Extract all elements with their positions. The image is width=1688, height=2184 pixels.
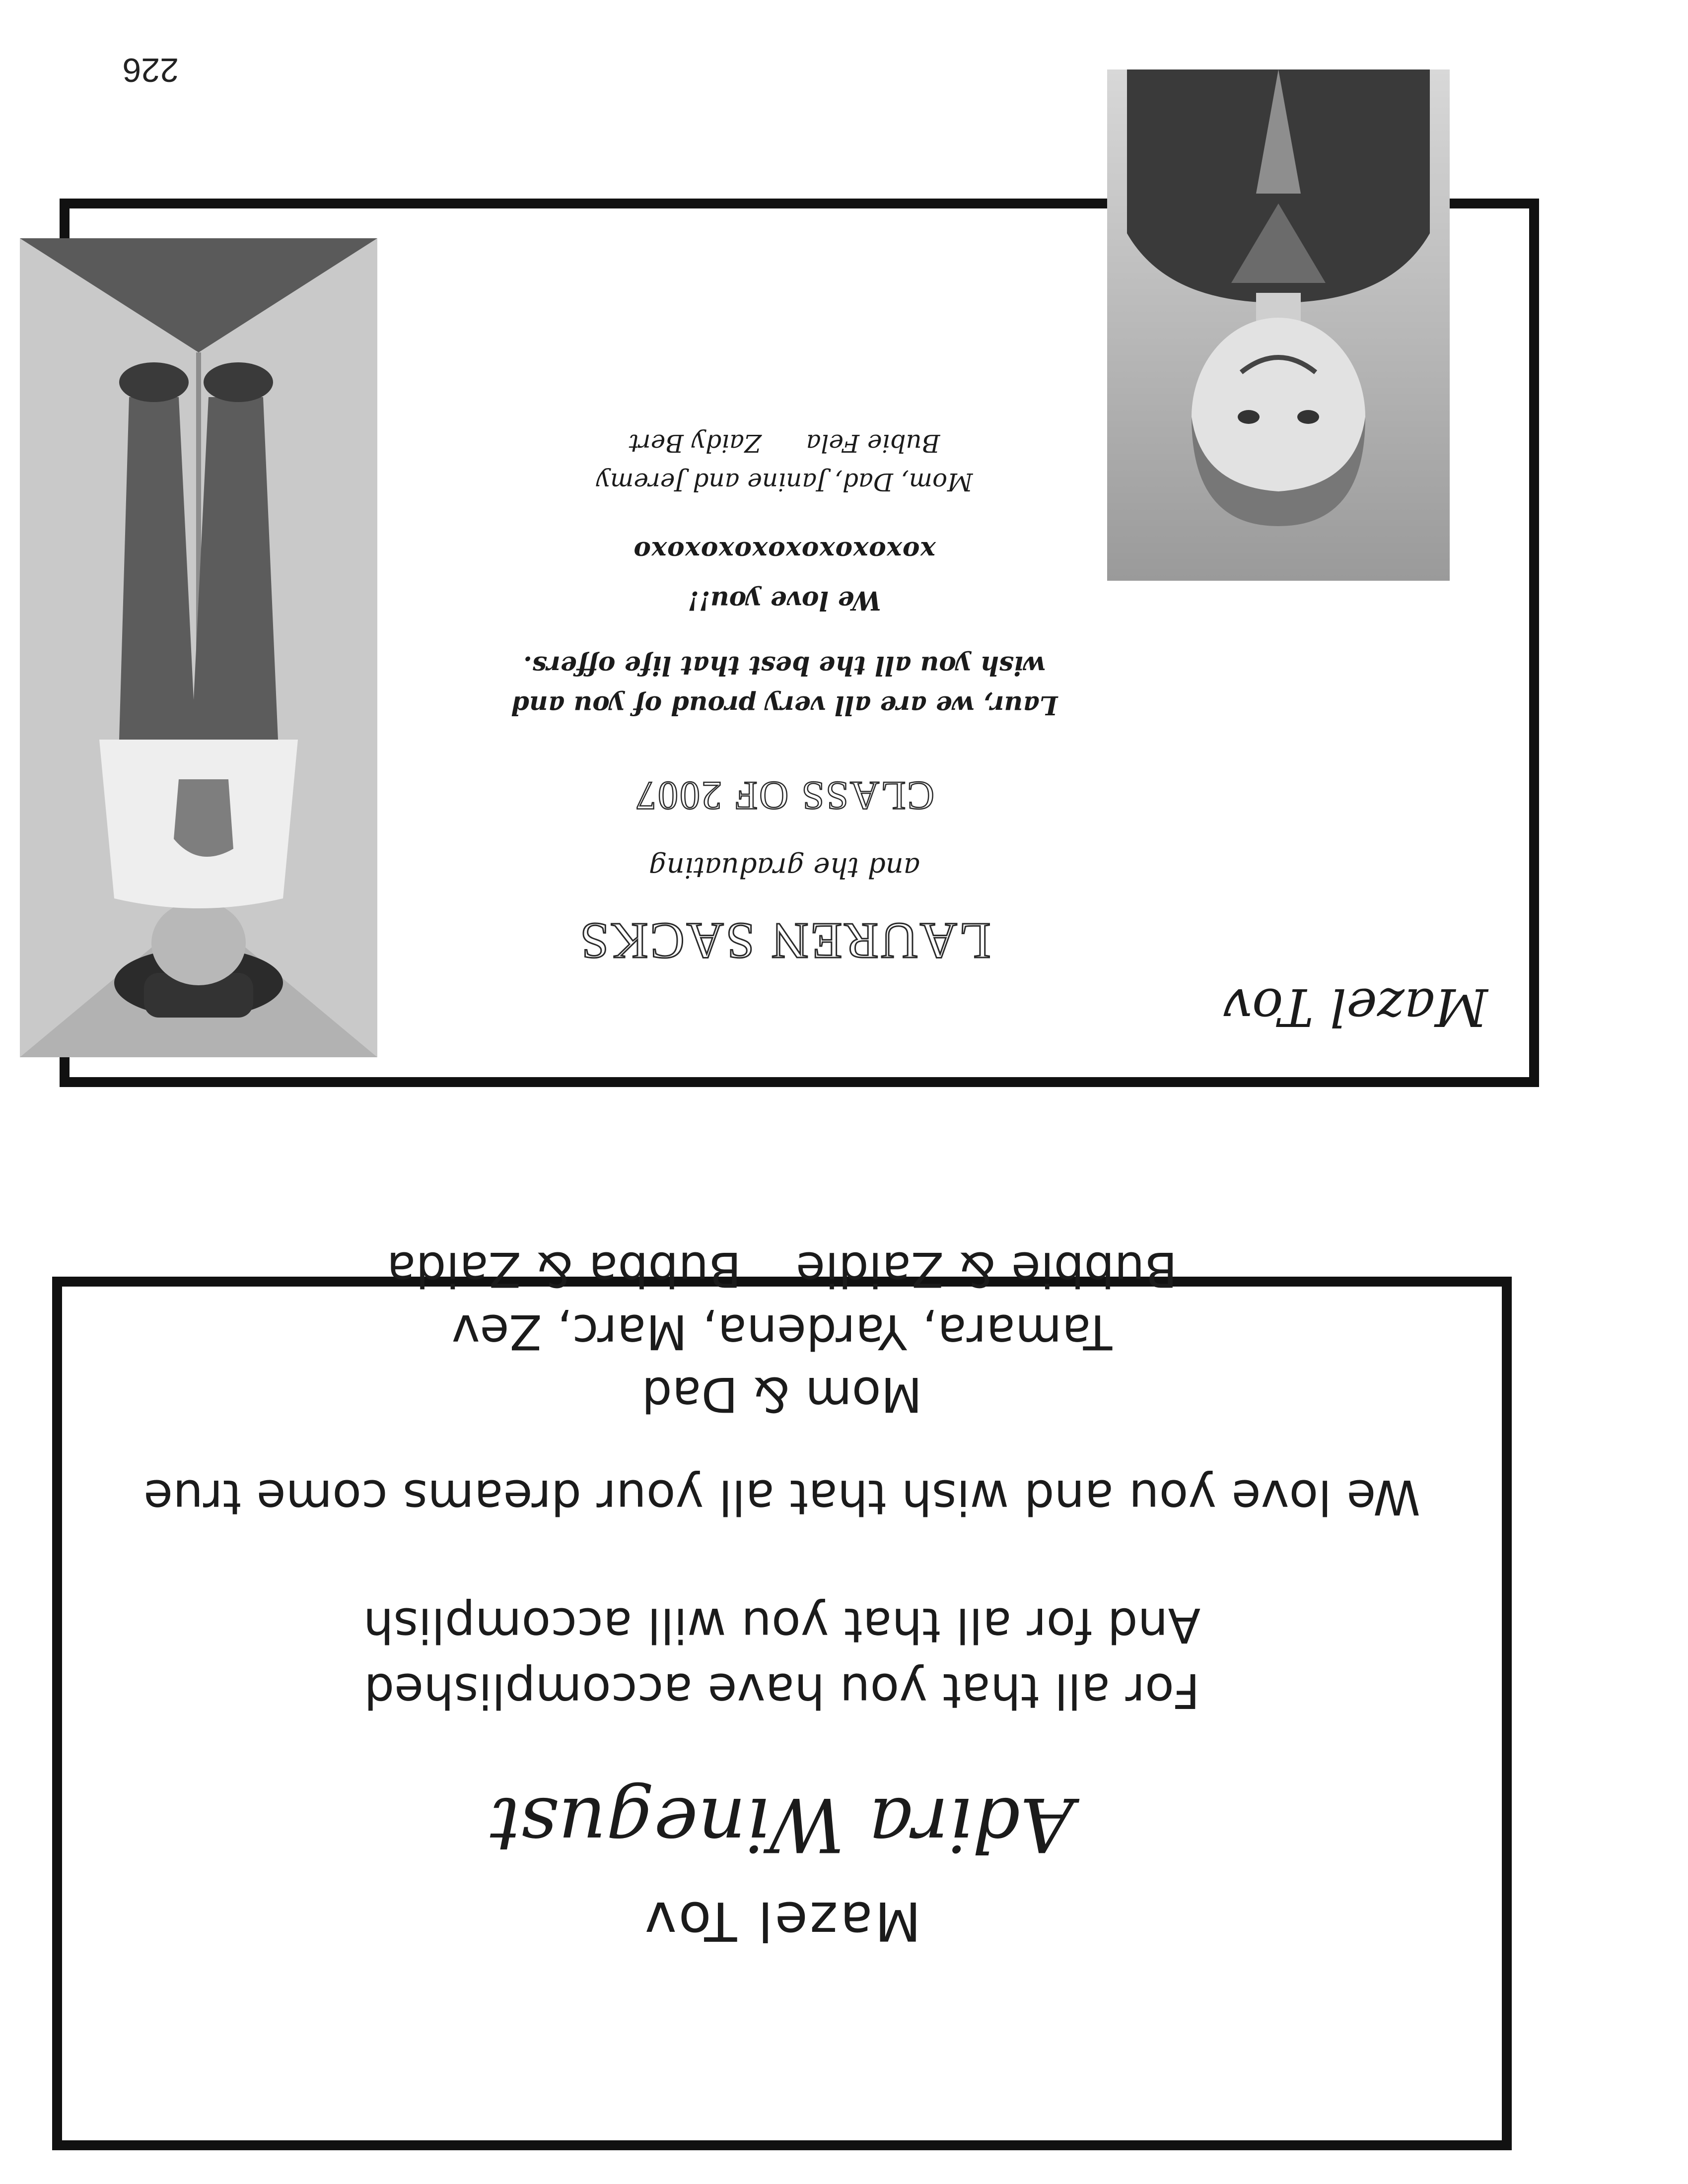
message-line: And for all that you will accomplish bbox=[363, 1597, 1201, 1653]
lauren-greeting-card bbox=[60, 199, 1539, 1087]
page-number: 226 bbox=[122, 51, 179, 89]
grandparents-signature bbox=[62, 1238, 1502, 1300]
grandparents-2: Bubba & Zaida bbox=[386, 1241, 742, 1297]
family-signatures bbox=[387, 424, 1182, 501]
child-portrait-photo bbox=[1107, 69, 1450, 581]
card-greeting: Mazel Tov bbox=[1223, 977, 1488, 1037]
parents-signature: Mom & Dad bbox=[641, 1366, 922, 1422]
love-line: We love you!! bbox=[688, 585, 881, 615]
young-child-in-hat-photo bbox=[20, 238, 377, 1057]
message-line: Laur, we are all very proud of you and bbox=[511, 690, 1058, 720]
grandparents-1: Bubbie & Zaidie bbox=[796, 1241, 1178, 1297]
adira-greeting-card bbox=[52, 1241, 1512, 2150]
siblings-signature: Tamara, Yardena, Marc, Zev bbox=[451, 1304, 1113, 1360]
zaidy-signature: Zaidy Bert bbox=[629, 429, 762, 458]
wish-line: We love you and wish that all your dreams come true bbox=[143, 1469, 1420, 1525]
message-lines bbox=[62, 1592, 1502, 1723]
family-signatures bbox=[62, 1238, 1502, 1426]
card-greeting: Mazel Tov bbox=[642, 1890, 921, 1952]
message-line: For all that you have accomplished bbox=[364, 1663, 1200, 1718]
honoree-name: LAUREN SACKS bbox=[578, 912, 991, 969]
honoree-name: Adira Winegust bbox=[490, 1781, 1074, 1867]
bubie-signature: Bubie Fela bbox=[806, 429, 940, 458]
grandparents-line bbox=[387, 424, 1182, 463]
class-of-line: CLASS OF 2007 bbox=[634, 773, 935, 819]
hugs-kisses-line: xoxoxoxoxoxoxoxoxo bbox=[633, 536, 936, 566]
message-lines bbox=[387, 645, 1182, 725]
family-line: Mom, Dad, Janine and Jeremy bbox=[596, 468, 973, 496]
graduating-line: and the graduating bbox=[648, 851, 920, 884]
message-line: wish you all the best that life offers. bbox=[523, 650, 1046, 681]
